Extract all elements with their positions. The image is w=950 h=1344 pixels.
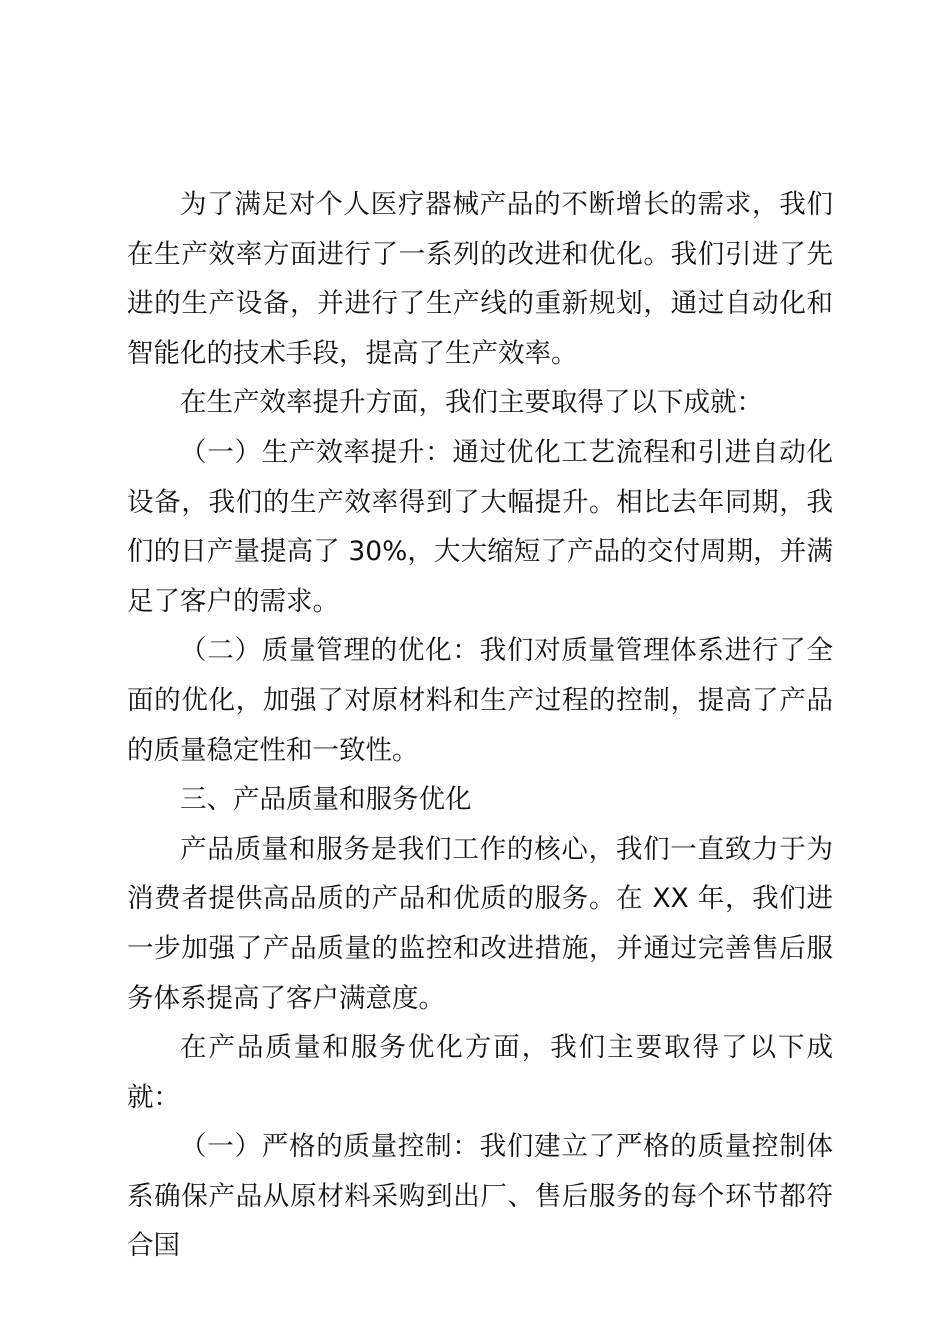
paragraph-quality-item-1: （一）严格的质量控制：我们建立了严格的质量控制体系确保产品从原材料采购到出厂、售后服务的每个环节都符合国 — [127, 1131, 833, 1262]
document-body — [127, 180, 833, 1271]
paragraph-efficiency-item-2: （二）质量管理的优化：我们对质量管理体系进行了全面的优化，加强了对原材料和生产过程的控制，提高了产品的质量稳定性和一致性。 — [127, 635, 833, 766]
paragraph-production-efficiency-intro: 为了满足对个人医疗器械产品的不断增长的需求，我们在生产效率方面进行了一系列的改进和优化。我们引进了先进的生产设备，并进行了生产线的重新规划，通过自动化和智能化的技术手段，提高了生产效率。 — [127, 189, 833, 369]
paragraph-quality-service-intro: 产品质量和服务是我们工作的核心，我们一直致力于为消费者提供高品质的产品和优质的服务。在 XX 年，我们进一步加强了产品质量的监控和改进措施，并通过完善售后服务体系提高了客户满意度。 — [127, 833, 833, 1014]
paragraph-efficiency-item-1: （一）生产效率提升：通过优化工艺流程和引进自动化设备，我们的生产效率得到了大幅提升。相比去年同期，我们的日产量提高了 30%，大大缩短了产品的交付周期，并满足了客户的需求。 — [127, 436, 833, 617]
paragraph-efficiency-achievements-lead: 在生产效率提升方面，我们主要取得了以下成就： — [180, 387, 763, 419]
section-heading-quality-service: 三、产品质量和服务优化 — [180, 784, 472, 816]
paragraph-quality-achievements-lead: 在产品质量和服务优化方面，我们主要取得了以下成就： — [127, 1032, 833, 1113]
